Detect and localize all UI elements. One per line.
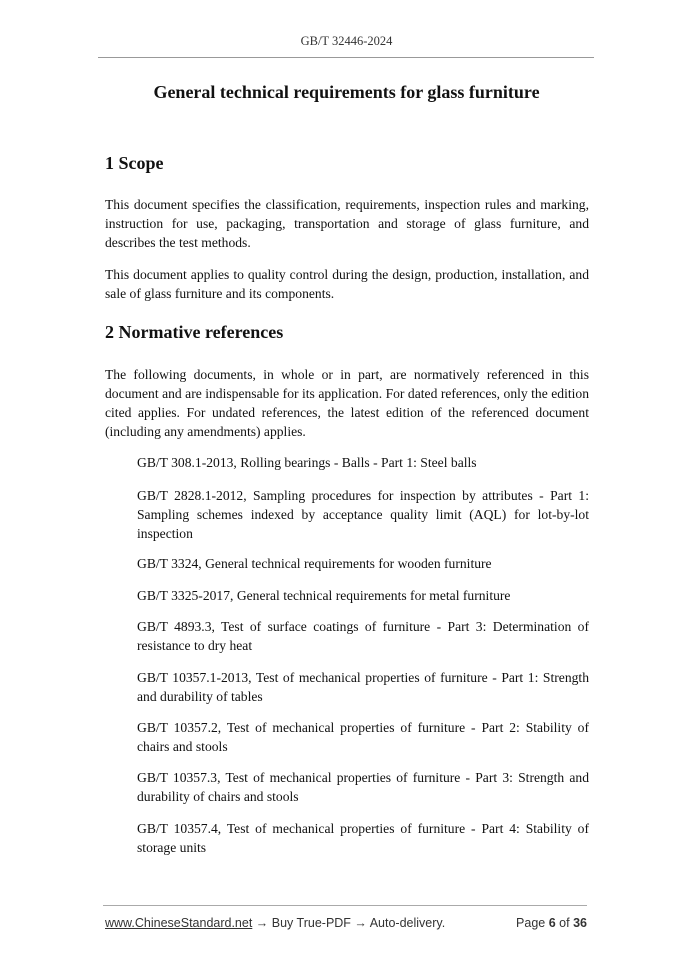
reference-item: GB/T 10357.1-2013, Test of mechanical properties of furniture - Part 1: Strength and durability of tables [137, 670, 589, 704]
footer-promo [105, 916, 445, 930]
page-counter [516, 916, 587, 930]
section-heading-scope: 1 Scope [105, 153, 164, 173]
reference-item: GB/T 10357.2, Test of mechanical properties of furniture - Part 2: Stability of chairs and stools [137, 720, 589, 754]
scope-paragraph-2: This document applies to quality control during the design, production, installation, and sale of glass furniture and its components. [105, 267, 589, 301]
site-link[interactable]: www.ChineseStandard.net [105, 916, 253, 930]
scope-paragraph-1: This document specifies the classification, requirements, inspection rules and marking, instruction for use, packaging, transportation and storage of glass furniture, and describes the test methods. [105, 197, 589, 250]
footer-tagline: → Buy True-PDF → Auto-delivery. [252, 916, 446, 930]
normative-references-intro: The following documents, in whole or in part, are normatively referenced in this document and are indispensable for its application. For dated references, only the edition cited applies. For undated references, the latest edition of the referenced document (including any amendments) applies. [105, 367, 589, 439]
reference-item: GB/T 3325-2017, General technical requirements for metal furniture [137, 588, 511, 603]
reference-item: GB/T 2828.1-2012, Sampling procedures for inspection by attributes - Part 1: Sampling schemes indexed by acceptance quality limit (AQL) for lot-by-lot inspection [137, 488, 589, 541]
footer-rule [103, 905, 587, 906]
page-word: Page [516, 916, 546, 930]
running-header: GB/T 32446-2024 [300, 34, 393, 48]
section-heading-normative-references: 2 Normative references [105, 322, 284, 342]
total-pages: 36 [573, 916, 587, 930]
page-footer [105, 916, 587, 934]
document-title: General technical requirements for glass furniture [153, 82, 540, 102]
header-rule [98, 57, 594, 58]
reference-item: GB/T 4893.3, Test of surface coatings of furniture - Part 3: Determination of resistance to dry heat [137, 619, 589, 653]
of-word: of [559, 916, 570, 930]
page-number: 6 [548, 916, 556, 930]
reference-item: GB/T 10357.3, Test of mechanical properties of furniture - Part 3: Strength and durability of chairs and stools [137, 770, 589, 804]
reference-item: GB/T 308.1-2013, Rolling bearings - Balls - Part 1: Steel balls [137, 455, 477, 470]
reference-item: GB/T 3324, General technical requirements for wooden furniture [137, 556, 492, 571]
reference-item: GB/T 10357.4, Test of mechanical properties of furniture - Part 4: Stability of storage units [137, 821, 589, 855]
